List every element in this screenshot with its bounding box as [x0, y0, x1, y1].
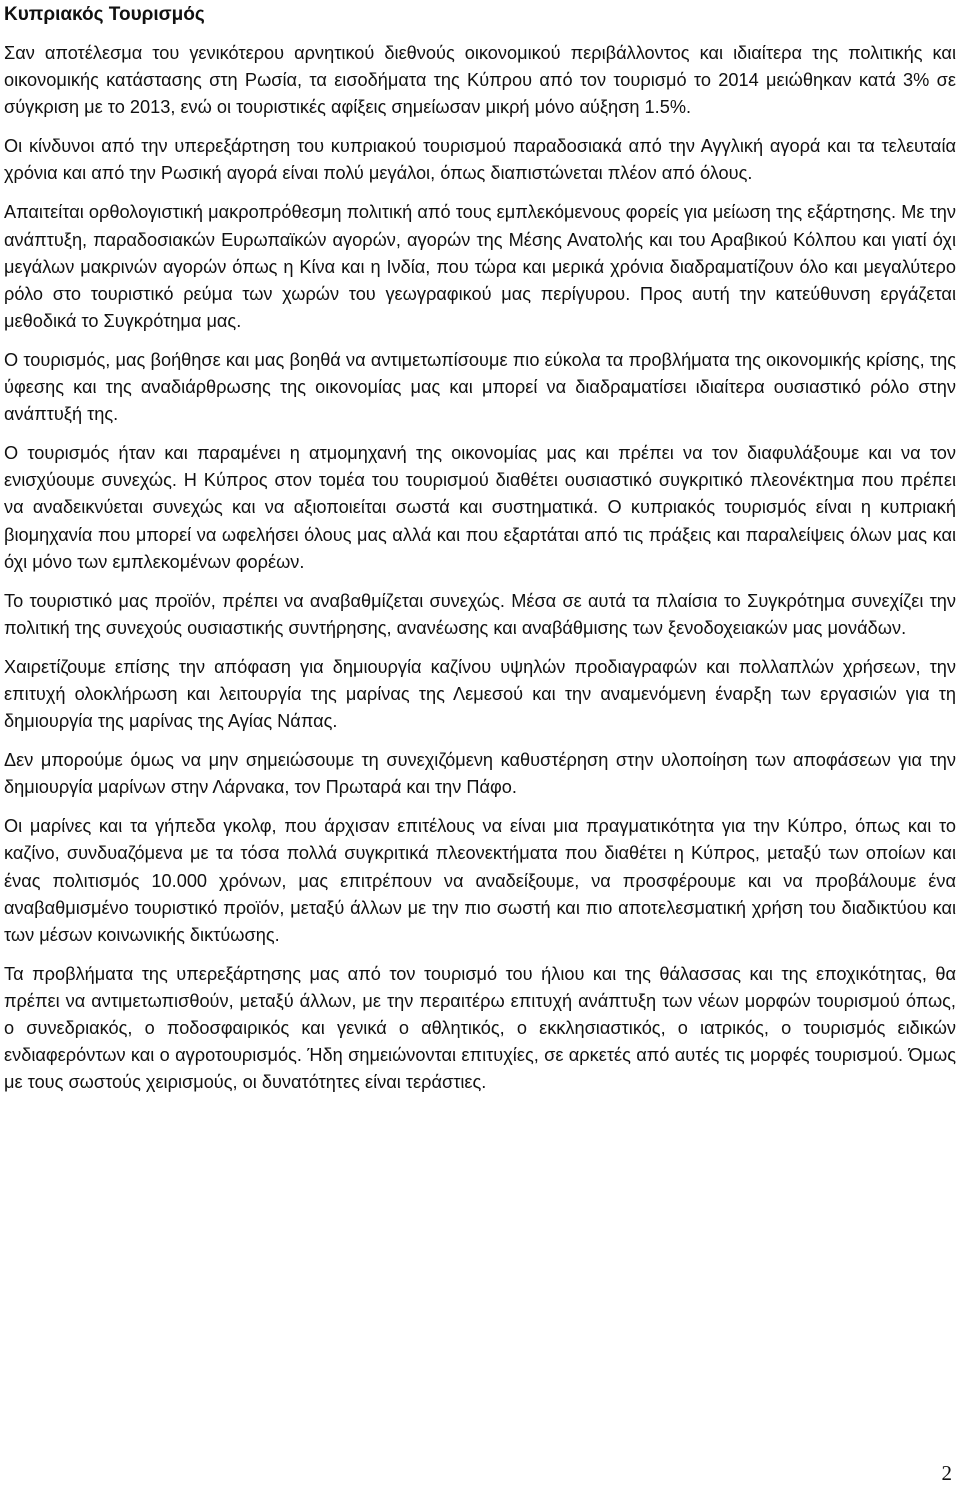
paragraph: Δεν μπορούμε όμως να μην σημειώσουμε τη συνεχιζόμενη καθυστέρηση στην υλοποίηση των αποφάσεων για την δημιουργία μαρίνων στην Λάρνακα, τον Πρωταρά και την Πάφο. — [4, 750, 956, 798]
paragraph: Χαιρετίζουμε επίσης την απόφαση για δημιουργία καζίνου υψηλών προδιαγραφών και πολλαπλών χρήσεων, την επιτυχή ολοκλήρωση και λειτουργία της μαρίνας της Λεμεσού και την αναμενόμενη έναρξη των εργασιών για τη δημιουργία της μαρίνας της Αγίας Νάπας. — [4, 656, 956, 732]
paragraph: Ο τουρισμός, μας βοήθησε και μας βοηθά να αντιμετωπίσουμε πιο εύκολα τα προβλήματα της οικονομικής κρίσης, της ύφεσης και της αναδιάρθρωσης της οικονομίας μας και μπορεί να διαδραματίσει ιδιαίτερα ουσιαστικό ρόλο στην ανάπτυξή της. — [4, 349, 956, 425]
paragraph: Τα προβλήματα της υπερεξάρτησης μας από τον τουρισμό του ήλιου και της θάλασσας και της εποχικότητας, θα πρέπει να αντιμετωπισθούν, μεταξύ άλλων, με την περαιτέρω επιτυχή ανάπτυξη των νέων μορφών τουρισμού όπως, ο συνεδριακός, ο ποδοσφαιρικός και γενικά ο αθλητικός, ο εκκλησιαστικός, ο ιατρικός, ο τουρισμός ειδικών ενδιαφερόντων και ο αγροτουρισμός. Ήδη σημειώνονται επιτυχίες, σε αρκετές από αυτές τις μορφές τουρισμού. Όμως με τους σωστούς χειρισμούς, οι δυνατότητες είναι τεράστιες. — [4, 963, 956, 1093]
paragraph: Το τουριστικό μας προϊόν, πρέπει να αναβαθμίζεται συνεχώς. Μέσα σε αυτά τα πλαίσια το Συγκρότημα συνεχίζει την πολιτική της συνεχούς ουσιαστικής συντήρησης, ανανέωσης και αναβάθμισης των ξενοδοχειακών μας μονάδων. — [4, 590, 956, 638]
page-number: 2 — [941, 1461, 952, 1485]
document-title: Κυπριακός Τουρισμός — [4, 4, 205, 25]
paragraph: Ο τουρισμός ήταν και παραμένει η ατμομηχανή της οικονομίας μας και πρέπει να τον διαφυλάξουμε και να τον ενισχύουμε συνεχώς. Η Κύπρος στον τομέα του τουρισμού διαθέτει ουσιαστικό συγκριτικό πλεονέκτημα που πρέπει να αναδεικνύεται συνεχώς και να αξιοποιείται σωστά και συστηματικά. Ο κυπριακός τουρισμός είναι η κυπριακή βιομηχανία που μπορεί να ωφελήσει όλους μας αλλά και που εξαρτάται από τις πράξεις και παραλείψεις όλων μας και όχι μόνο των εμπλεκομένων φορέων. — [4, 443, 956, 572]
paragraph: Οι κίνδυνοι από την υπερεξάρτηση του κυπριακού τουρισμού παραδοσιακά από την Αγγλική αγορά και τα τελευταία χρόνια και από την Ρωσική αγορά είναι πολύ μεγάλοι, όπως διαπιστώνεται πλέον από όλους. — [4, 136, 956, 184]
paragraph: Σαν αποτέλεσμα του γενικότερου αρνητικού διεθνούς οικονομικού περιβάλλοντος και ιδιαίτερα της πολιτικής και οικονομικής κατάστασης στη Ρωσία, τα εισοδήματα της Κύπρου από τον τουρισμό το 2014 μειώθηκαν κατά 3% σε σύγκριση με το 2013, ενώ οι τουριστικές αφίξεις σημείωσαν μικρή μόνο αύξηση 1.5%. — [4, 43, 956, 118]
paragraph: Οι μαρίνες και τα γήπεδα γκολφ, που άρχισαν επιτέλους να είναι μια πραγματικότητα για την Κύπρο, όπως και το καζίνο, συνδυαζόμενα με τα τόσα πολλά συγκριτικά πλεονεκτήματα που διαθέτει η Κύπρος, μεταξύ των οποίων και ένας πολιτισμός 10.000 χρόνων, μας επιτρέπουν να αναδείξουμε, να προσφέρουμε και να προβάλουμε ένα αναβαθμισμένο τουριστικό προϊόν, μεταξύ άλλων με την πιο σωστή και πιο αποτελεσματική χρήση του διαδικτύου και των μέσων κοινωνικής δικτύωσης. — [4, 816, 956, 945]
paragraph: Απαιτείται ορθολογιστική μακροπρόθεσμη πολιτική από τους εμπλεκόμενους φορείς για μείωση της εξάρτησης. Με την ανάπτυξη, παραδοσιακών Ευρωπαϊκών αγορών, αγορών της Μέσης Ανατολής και του Αραβικού Κόλπου και γιατί όχι μεγάλων μακρινών αγορών όπως η Κίνα και η Ινδία, που τώρα και μερικά χρόνια διαδραματίζουν όλο και μεγαλύτερο ρόλο στο τουριστικό ρεύμα των χωρών του γεωγραφικού μας περίγυρου. Προς αυτή την κατεύθυνση εργάζεται μεθοδικά το Συγκρότημα μας. — [4, 202, 956, 331]
document-page — [4, 0, 956, 1108]
